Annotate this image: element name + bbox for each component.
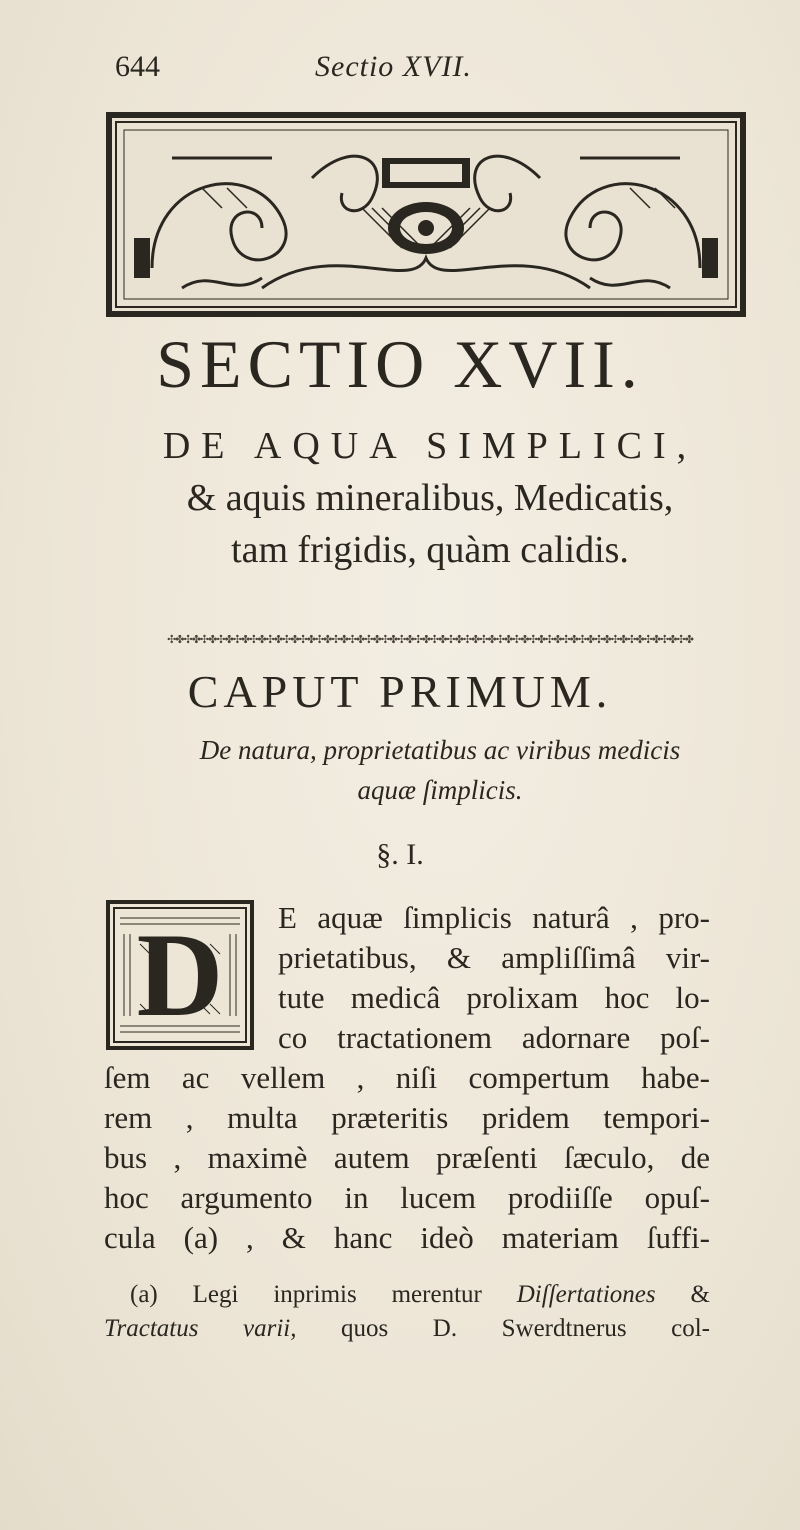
section-title: SECTIO XVII. [156, 326, 644, 402]
body-line: tute medicâ prolixam hoc lo- [278, 980, 710, 1015]
subject-line-3: tam frigidis, quàm calidis. [231, 529, 629, 571]
page-number: 644 [115, 50, 160, 83]
footnote-text: & [690, 1281, 710, 1308]
section-subject [110, 420, 750, 576]
body-line: co tractationem adornare poſ- [278, 1020, 710, 1055]
footnote-line-2 [104, 1312, 710, 1346]
body-line: E aquæ ſimplicis naturâ , pro- [278, 900, 710, 935]
body-line: cula (a) , & hanc ideò materiam ſuffi- [104, 1220, 710, 1255]
footnote-line-1 [130, 1278, 710, 1312]
running-title: Sectio XVII. [315, 50, 472, 83]
footnote-text: (a) Legi inprimis merentur [130, 1281, 482, 1308]
footnote-italic: Tractatus varii, [104, 1315, 297, 1342]
body-line: rem , multa præteritis pridem tempori- [104, 1100, 710, 1135]
body-line: ſem ac vellem , niſi compertum habe- [104, 1060, 710, 1095]
running-head [115, 50, 735, 90]
subject-line-2: & aquis mineralibus, Medicatis, [186, 477, 674, 519]
chapter-subtitle-line-2: aquæ ſimplicis. [357, 775, 523, 805]
paragraph-number: §. I. [376, 838, 424, 871]
headpiece-ornament-icon [112, 118, 740, 311]
footnote-italic: Diſſertationes [516, 1281, 656, 1308]
body-line: bus , maximè autem præſenti ſæculo, de [104, 1140, 710, 1175]
footnote-text: quos D. Swerdtnerus col- [341, 1315, 711, 1342]
chapter-subtitle-line-1: De natura, proprietatibus ac viribus medicis [199, 735, 681, 765]
subject-line-1: DE AQUA SIMPLICI, [162, 425, 698, 467]
decorated-initial [106, 900, 254, 1050]
body-line: prietatibus, & ampliſſimâ vir- [278, 940, 710, 975]
chapter-title: CAPUT PRIMUM. [187, 666, 613, 717]
fleuron-rule-icon: ✣✤✣✤✣✤✣✤✣✤✣✤✣✤✣✤✣✤✣✤✣✤✣✤✣✤✣✤✣✤✣✤✣✤✣✤✣✤✣✤✣✤✣✤✣✤✣✤✣✤✣✤✣✤✣✤✣✤✣✤✣✤✣✤ [167, 633, 693, 646]
chapter-subtitle [130, 730, 750, 810]
ornamental-headpiece [106, 112, 746, 317]
initial-letter: D [136, 908, 224, 1041]
body-line: hoc argumento in lucem prodiiſſe opuſ- [104, 1180, 710, 1215]
